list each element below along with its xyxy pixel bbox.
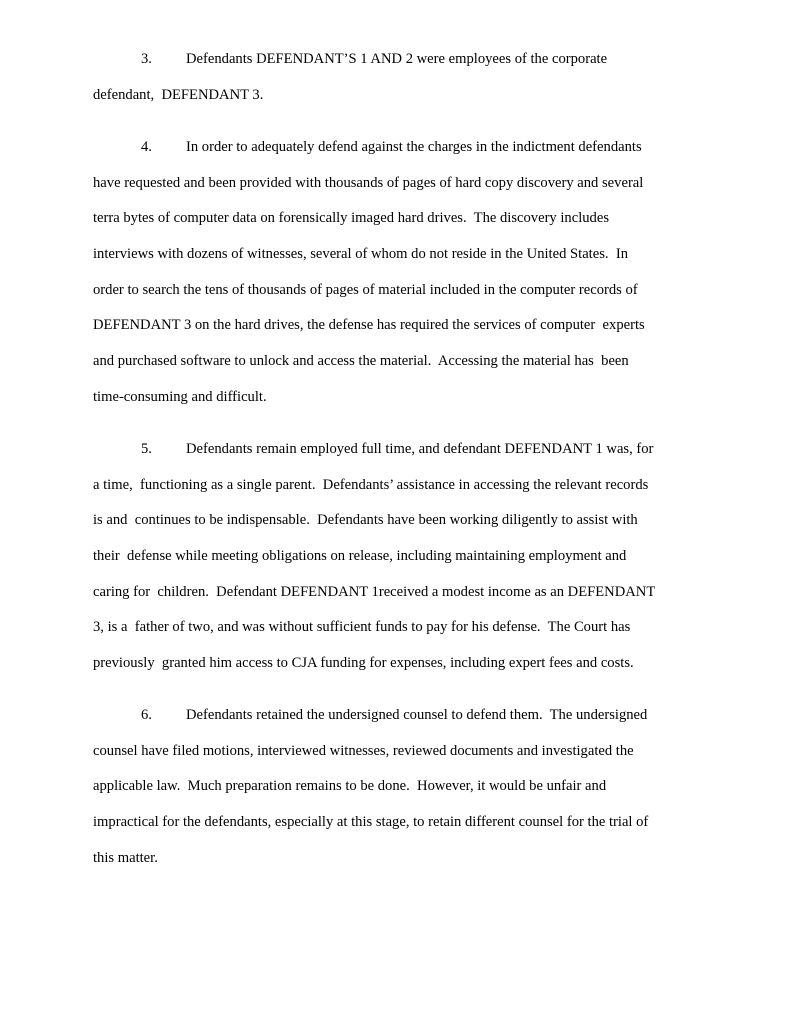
paragraph-line: [141, 439, 653, 459]
paragraph-line: this matter.: [93, 850, 158, 866]
paragraph-line: counsel have filed motions, interviewed witnesses, reviewed documents and investigated the: [93, 743, 634, 759]
paragraph-line: interviews with dozens of witnesses, several of whom do not reside in the United States. In: [93, 246, 628, 262]
paragraph-line: defendant, DEFENDANT 3.: [93, 87, 264, 103]
paragraph-line: their defense while meeting obligations on release, including maintaining employment and: [93, 548, 627, 564]
paragraph-line: DEFENDANT 3 on the hard drives, the defense has required the services of computer experts: [93, 317, 645, 333]
paragraph-number: 5.: [141, 441, 152, 457]
paragraph-line: applicable law. Much preparation remains to be done. However, it would be unfair and: [93, 778, 607, 794]
paragraph-text: In order to adequately defend against the charges in the indictment defendants: [186, 139, 642, 155]
paragraph-line: 3, is a father of two, and was without sufficient funds to pay for his defense. The Court has: [93, 619, 631, 635]
paragraph-text: Defendants DEFENDANT’S 1 AND 2 were employees of the corporate: [186, 51, 608, 67]
paragraph-line: caring for children. Defendant DEFENDANT 1received a modest income as an DEFENDANT: [93, 584, 656, 600]
paragraph-line: time-consuming and difficult.: [93, 389, 267, 405]
paragraph-number: 4.: [141, 139, 152, 155]
paragraph-line: a time, functioning as a single parent. Defendants’ assistance in accessing the relevant records: [93, 477, 649, 493]
paragraph-line: is and continues to be indispensable. Defendants have been working diligently to assist with: [93, 512, 638, 528]
paragraph-line: impractical for the defendants, especially at this stage, to retain different counsel for the trial of: [93, 814, 649, 830]
paragraph-line: [141, 705, 647, 725]
paragraph-line: terra bytes of computer data on forensically imaged hard drives. The discovery includes: [93, 210, 610, 226]
paragraph-text: Defendants retained the undersigned counsel to defend them. The undersigned: [186, 707, 648, 723]
paragraph-line: [141, 137, 642, 157]
paragraph-line: order to search the tens of thousands of pages of material included in the computer records of: [93, 282, 638, 298]
paragraph-line: and purchased software to unlock and access the material. Accessing the material has been: [93, 353, 629, 369]
paragraph-text: Defendants remain employed full time, and defendant DEFENDANT 1 was, for: [186, 441, 654, 457]
paragraph-line: previously granted him access to CJA funding for expenses, including expert fees and costs.: [93, 655, 634, 671]
paragraph-number: 6.: [141, 707, 152, 723]
paragraph-line: [141, 49, 607, 69]
paragraph-number: 3.: [141, 51, 152, 67]
paragraph-line: have requested and been provided with thousands of pages of hard copy discovery and several: [93, 175, 644, 191]
